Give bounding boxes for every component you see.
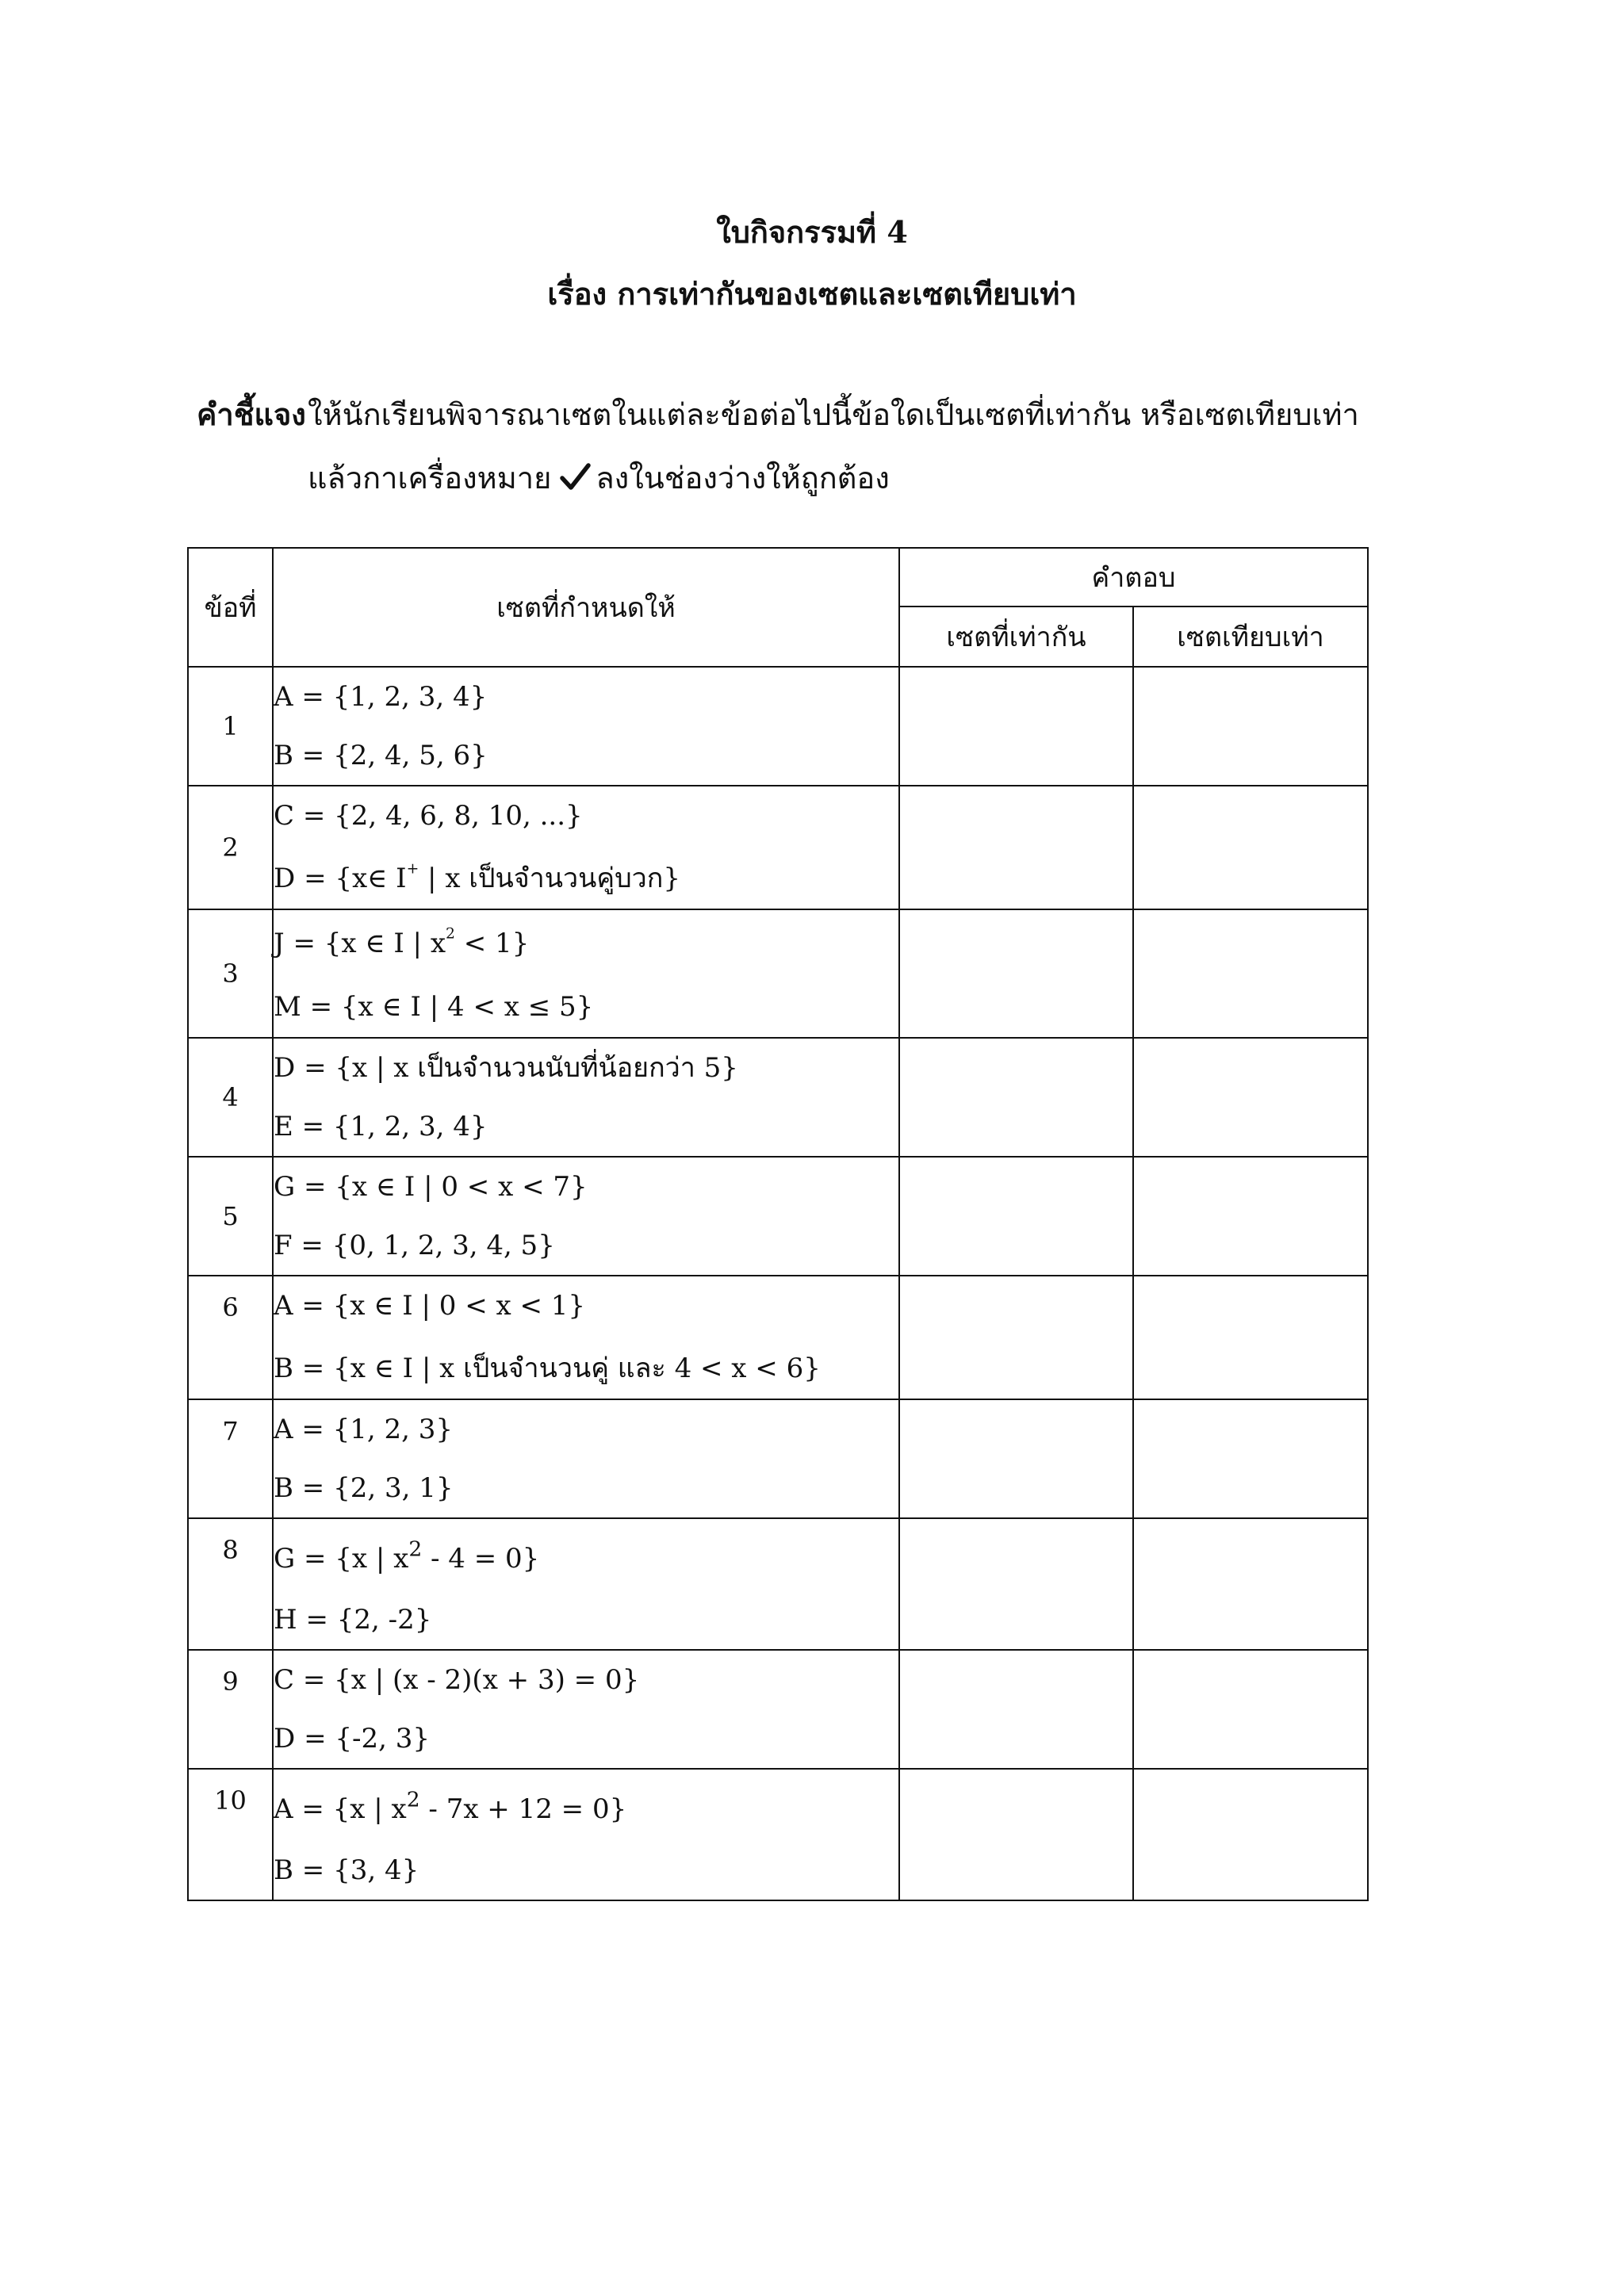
- set-text: - 7x + 12 = 0}: [419, 1793, 627, 1825]
- table-row: [188, 909, 1368, 1038]
- row-number: 5: [188, 1157, 273, 1276]
- set-text: | x เป็นจำนวนคู่บวก}: [419, 863, 680, 894]
- answer-cell-equal[interactable]: [899, 1650, 1133, 1769]
- header-answer: คำตอบ: [899, 548, 1368, 607]
- header-sets: เซตที่กำหนดให้: [273, 548, 899, 667]
- set-definitions: [273, 667, 899, 786]
- answer-cell-equal[interactable]: [899, 1769, 1133, 1900]
- set-definitions: [273, 1399, 899, 1518]
- answer-cell-equivalent[interactable]: [1133, 667, 1368, 786]
- superscript: 2: [406, 1787, 420, 1812]
- row-number: 9: [188, 1650, 273, 1769]
- answer-cell-equivalent[interactable]: [1133, 1276, 1368, 1399]
- answer-cell-equal[interactable]: [899, 1518, 1133, 1650]
- set-line: B = {x ∈ I | x เป็นจำนวนคู่ และ 4 < x < 6}: [274, 1353, 821, 1384]
- set-text: D = {x∈ I: [274, 863, 407, 894]
- answer-cell-equal[interactable]: [899, 1038, 1133, 1157]
- instructions-label: คำชี้แจง: [197, 396, 306, 432]
- header-number: ข้อที่: [188, 548, 273, 667]
- set-definitions: [273, 1038, 899, 1157]
- checkmark-icon: [559, 461, 591, 500]
- set-line: B = {2, 4, 5, 6}: [274, 740, 488, 771]
- set-line: [274, 1770, 898, 1841]
- worksheet-title: ใบกิจกรรมที่ 4: [716, 214, 908, 250]
- answer-cell-equivalent[interactable]: [1133, 909, 1368, 1038]
- answer-cell-equal[interactable]: [899, 909, 1133, 1038]
- set-line: G = {x ∈ I | 0 < x < 7}: [274, 1171, 588, 1203]
- row-number: 4: [188, 1038, 273, 1157]
- set-line: H = {2, -2}: [274, 1604, 432, 1636]
- set-line: A = {1, 2, 3, 4}: [274, 681, 488, 713]
- table-row: [188, 1518, 1368, 1650]
- set-line: F = {0, 1, 2, 3, 4, 5}: [274, 1230, 555, 1261]
- set-definitions: [273, 1518, 899, 1650]
- answer-cell-equivalent[interactable]: [1133, 1650, 1368, 1769]
- set-line: C = {x | (x - 2)(x + 3) = 0}: [274, 1664, 640, 1696]
- row-number: 10: [188, 1769, 273, 1900]
- table-row: [188, 1650, 1368, 1769]
- set-line: D = {-2, 3}: [274, 1723, 430, 1755]
- set-line: A = {1, 2, 3}: [274, 1414, 454, 1445]
- table-row: [188, 1038, 1368, 1157]
- set-definitions: [273, 1769, 899, 1900]
- superscript: +: [406, 860, 419, 878]
- instructions-line-2-start: แล้วกาเครื่องหมาย: [308, 461, 552, 496]
- row-number: 6: [188, 1276, 273, 1399]
- header-equal-sets: เซตที่เท่ากัน: [899, 607, 1133, 667]
- answer-cell-equivalent[interactable]: [1133, 1038, 1368, 1157]
- superscript: 2: [446, 925, 455, 943]
- table-row: [188, 1769, 1368, 1900]
- answer-cell-equivalent[interactable]: [1133, 786, 1368, 909]
- answer-cell-equal[interactable]: [899, 1399, 1133, 1518]
- set-definitions: [273, 1276, 899, 1399]
- answer-cell-equal[interactable]: [899, 667, 1133, 786]
- table-row: [188, 1157, 1368, 1276]
- table-row: [188, 1276, 1368, 1399]
- set-line: E = {1, 2, 3, 4}: [274, 1111, 488, 1142]
- set-line: [274, 1519, 898, 1590]
- row-number: 2: [188, 786, 273, 909]
- table-row: [188, 786, 1368, 909]
- row-number: 1: [188, 667, 273, 786]
- instructions-line-2: [308, 453, 890, 502]
- set-line: [274, 910, 898, 974]
- set-text: G = {x | x: [274, 1543, 409, 1575]
- worksheet-subtitle: เรื่อง การเท่ากันของเซตและเซตเทียบเท่า: [547, 276, 1077, 312]
- set-line: D = {x | x เป็นจำนวนนับที่น้อยกว่า 5}: [274, 1052, 738, 1084]
- answer-cell-equal[interactable]: [899, 786, 1133, 909]
- table-row: [188, 1399, 1368, 1518]
- answer-cell-equal[interactable]: [899, 1276, 1133, 1399]
- row-number: 8: [188, 1518, 273, 1650]
- answer-cell-equivalent[interactable]: [1133, 1399, 1368, 1518]
- set-text: J = {x ∈ I | x: [274, 928, 446, 959]
- set-definitions: [273, 1157, 899, 1276]
- set-text: - 4 = 0}: [422, 1543, 540, 1575]
- set-line: B = {2, 3, 1}: [274, 1472, 454, 1504]
- row-number: 3: [188, 909, 273, 1038]
- answer-cell-equivalent[interactable]: [1133, 1518, 1368, 1650]
- set-line: A = {x ∈ I | 0 < x < 1}: [274, 1290, 586, 1322]
- set-definitions: [273, 1650, 899, 1769]
- instructions-line-2-end: ลงในช่องว่างให้ถูกต้อง: [596, 461, 890, 496]
- set-line: [274, 845, 898, 909]
- row-number: 7: [188, 1399, 273, 1518]
- header-equivalent-sets: เซตเทียบเท่า: [1133, 607, 1368, 667]
- set-definitions: [273, 909, 899, 1038]
- set-line: C = {2, 4, 6, 8, 10, ...}: [274, 800, 583, 832]
- table-row: [188, 667, 1368, 786]
- answer-cell-equivalent[interactable]: [1133, 1769, 1368, 1900]
- set-text: A = {x | x: [274, 1793, 407, 1825]
- instructions-line-1: ให้นักเรียนพิจารณาเซตในแต่ละข้อต่อไปนี้ข้อใดเป็นเซตที่เท่ากัน หรือเซตเทียบเท่า: [308, 397, 1359, 432]
- answer-cell-equal[interactable]: [899, 1157, 1133, 1276]
- set-definitions: [273, 786, 899, 909]
- answer-cell-equivalent[interactable]: [1133, 1157, 1368, 1276]
- answer-table: [187, 547, 1369, 1901]
- superscript: 2: [408, 1536, 423, 1562]
- set-text: < 1}: [454, 928, 530, 959]
- set-line: B = {3, 4}: [274, 1854, 419, 1886]
- set-line: M = {x ∈ I | 4 < x ≤ 5}: [274, 991, 594, 1023]
